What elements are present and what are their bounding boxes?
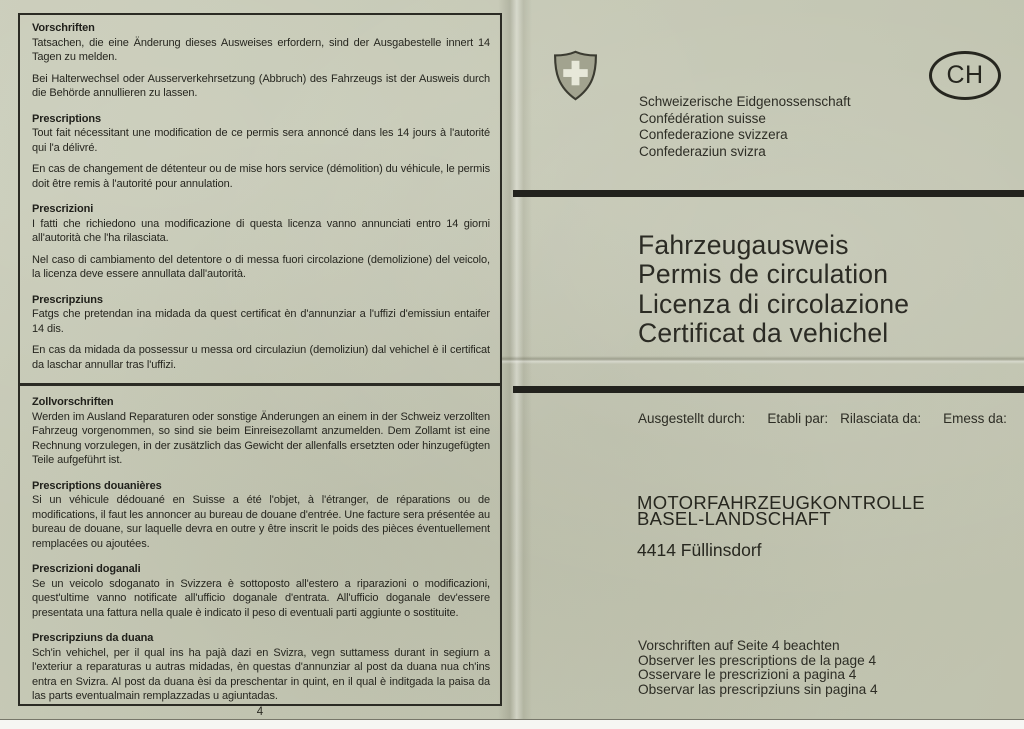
separator-bar-bottom	[513, 386, 1024, 393]
confederation-block	[639, 94, 851, 160]
swiss-shield-icon	[551, 44, 600, 107]
rules-heading: Prescriptions	[32, 112, 102, 125]
document-title	[638, 231, 909, 348]
issuer-name-line: MOTORFAHRZEUGKONTROLLE	[637, 492, 925, 513]
ch-country-badge: CH	[929, 51, 1001, 100]
confederation-line: Confederazione svizzera	[639, 127, 788, 143]
rules-divider	[20, 383, 500, 386]
separator-bar-top	[513, 190, 1024, 197]
confederation-line: Schweizerische Eidgenossenschaft	[639, 94, 851, 109]
issued-by-label: Etabli par:	[767, 411, 829, 426]
rules-paragraph: En cas de changement de détenteur ou de mise hors service (démolition) du véhicule, le permis doit être remis à l'autorité pour annulation.	[32, 163, 490, 190]
rules-paragraph: Se un veicolo sdoganato in Svizzera è sottoposto all'estero a riparazioni o modificazioni, quest'ultime vanno notificate all'ufficio doganale d'entrata. All'ufficio doganale dev'essere presentata una fattura nella quale è indicato il peso di eventuali parti aggiunte o sostituite.	[32, 577, 490, 619]
rules-paragraph: Nel caso di cambiamento del detentore o di messa fuori circolazione (demolizione) del veicolo, la licenza deve essere annullata dall'autorità.	[32, 253, 490, 280]
document-title-line: Permis de circulation	[638, 259, 889, 290]
document-title-line: Fahrzeugausweis	[638, 230, 849, 260]
issuer-name	[637, 492, 925, 529]
rules-paragraph: Werden im Ausland Reparaturen oder sonstige Änderungen an einem in der Schweiz verzollten Fahrzeug vorgenommen, so sind sie beim Einreisezollamt anzumelden. Dem Zollamt ist eine Rechnung vorzulegen, in der zusätzlich das Gewicht der allenfalls ersetzten oder hinzugefügten Teile aufgeführt ist.	[32, 410, 490, 466]
footer-note-line: Observer les prescriptions de la page 4	[638, 652, 877, 668]
confederation-line: Confédération suisse	[639, 110, 766, 126]
rules-heading: Prescripziuns da duana	[32, 632, 154, 644]
rules-paragraph: I fatti che richiedono una modificazione di questa licenza vanno annunciati entro 14 giorni all'autorità che l'ha rilasciata.	[32, 217, 490, 244]
rules-paragraph: Fatgs che pretendan ina midada da quest certificat èn d'annunziar a l'uffizi d'emissiun entaifer 14 dis.	[32, 308, 490, 335]
page-number: 4	[256, 706, 264, 718]
document-title-line: Certificat da vehichel	[638, 317, 889, 348]
rules-paragraph: Sch'in vehichel, per il qual ins ha pajà dazi en Svizra, vegn suttamess durant in segiurn a l'exteriur a reparaturas u autras midadas, èn questas d'annunziar al post da duana nua ch'ins entra en Svizra. Al post da duana èsi da preschentar in quint, en il qual è inditgada la paisa da las parts eventualmain remplazzadas u agiuntadas.	[32, 646, 490, 702]
footer-note-line: Osservare le prescrizioni a pagina 4	[638, 667, 857, 682]
section-prescripziuns	[32, 293, 490, 373]
section-prescriptions-douanieres	[32, 479, 490, 552]
section-prescrizioni-doganali	[32, 562, 490, 620]
scanner-edge	[0, 719, 1024, 729]
rules-heading: Vorschriften	[32, 22, 95, 34]
section-zollvorschriften	[32, 395, 490, 468]
footer-notes	[638, 639, 878, 697]
issued-by-label: Ausgestellt durch:	[638, 411, 746, 426]
footer-note-line: Observar las prescripziuns sin pagina 4	[638, 681, 878, 697]
section-vorschriften	[32, 21, 490, 101]
footer-note-line: Vorschriften auf Seite 4 beachten	[638, 638, 840, 653]
issued-by-label: Rilasciata da:	[840, 411, 922, 426]
document-title-line: Licenza di circolazione	[638, 288, 910, 319]
section-prescrizioni	[32, 202, 490, 282]
rules-heading: Prescriptions douanières	[32, 479, 162, 492]
issuer-name-line: BASEL-LANDSCHAFT	[637, 507, 831, 529]
rules-heading: Prescrizioni doganali	[32, 563, 141, 575]
rules-paragraph: Si un véhicule dédouané en Suisse a été l'objet, à l'étranger, de réparations ou de modifications, il faut les annoncer au bureau de douane d'entrée. Une facture sera présentée au bureau de douane, sur laquelle devra en outre y être inscrit le poids des pièces éventuellement remplacées ou ajoutées.	[32, 494, 490, 550]
section-prescripziuns-da-duana	[32, 631, 490, 704]
horizontal-crease	[500, 356, 1024, 364]
rules-heading: Prescripziuns	[32, 293, 103, 306]
confederation-line: Confederaziun svizra	[639, 143, 766, 159]
issued-by-row	[638, 411, 1007, 426]
rules-paragraph: Tatsachen, die eine Änderung dieses Ausweises erfordern, sind der Ausgabestelle innert 14 Tagen zu melden.	[32, 36, 490, 63]
issuer-city: 4414 Füllinsdorf	[637, 540, 762, 560]
rules-heading: Prescrizioni	[32, 203, 94, 215]
rules-paragraph: En cas da midada da possessur u messa ord circulaziun (demoliziun) dal vehichel è il certificat da laschar annullar tras l'uffizi.	[32, 344, 490, 371]
rules-paragraph: Tout fait nécessitant une modification de ce permis sera annoncé dans les 14 jours à l'autorité qui l'a délivré.	[32, 127, 490, 154]
rules-paragraph: Bei Halterwechsel oder Ausserverkehrsetzung (Abbruch) des Fahrzeugs ist der Ausweis durch die Behörde annullieren zu lassen.	[32, 72, 490, 99]
rules-heading: Zollvorschriften	[32, 396, 114, 408]
section-prescriptions	[32, 112, 490, 192]
regulations-box	[18, 13, 502, 706]
issued-by-label: Emess da:	[943, 411, 1007, 426]
